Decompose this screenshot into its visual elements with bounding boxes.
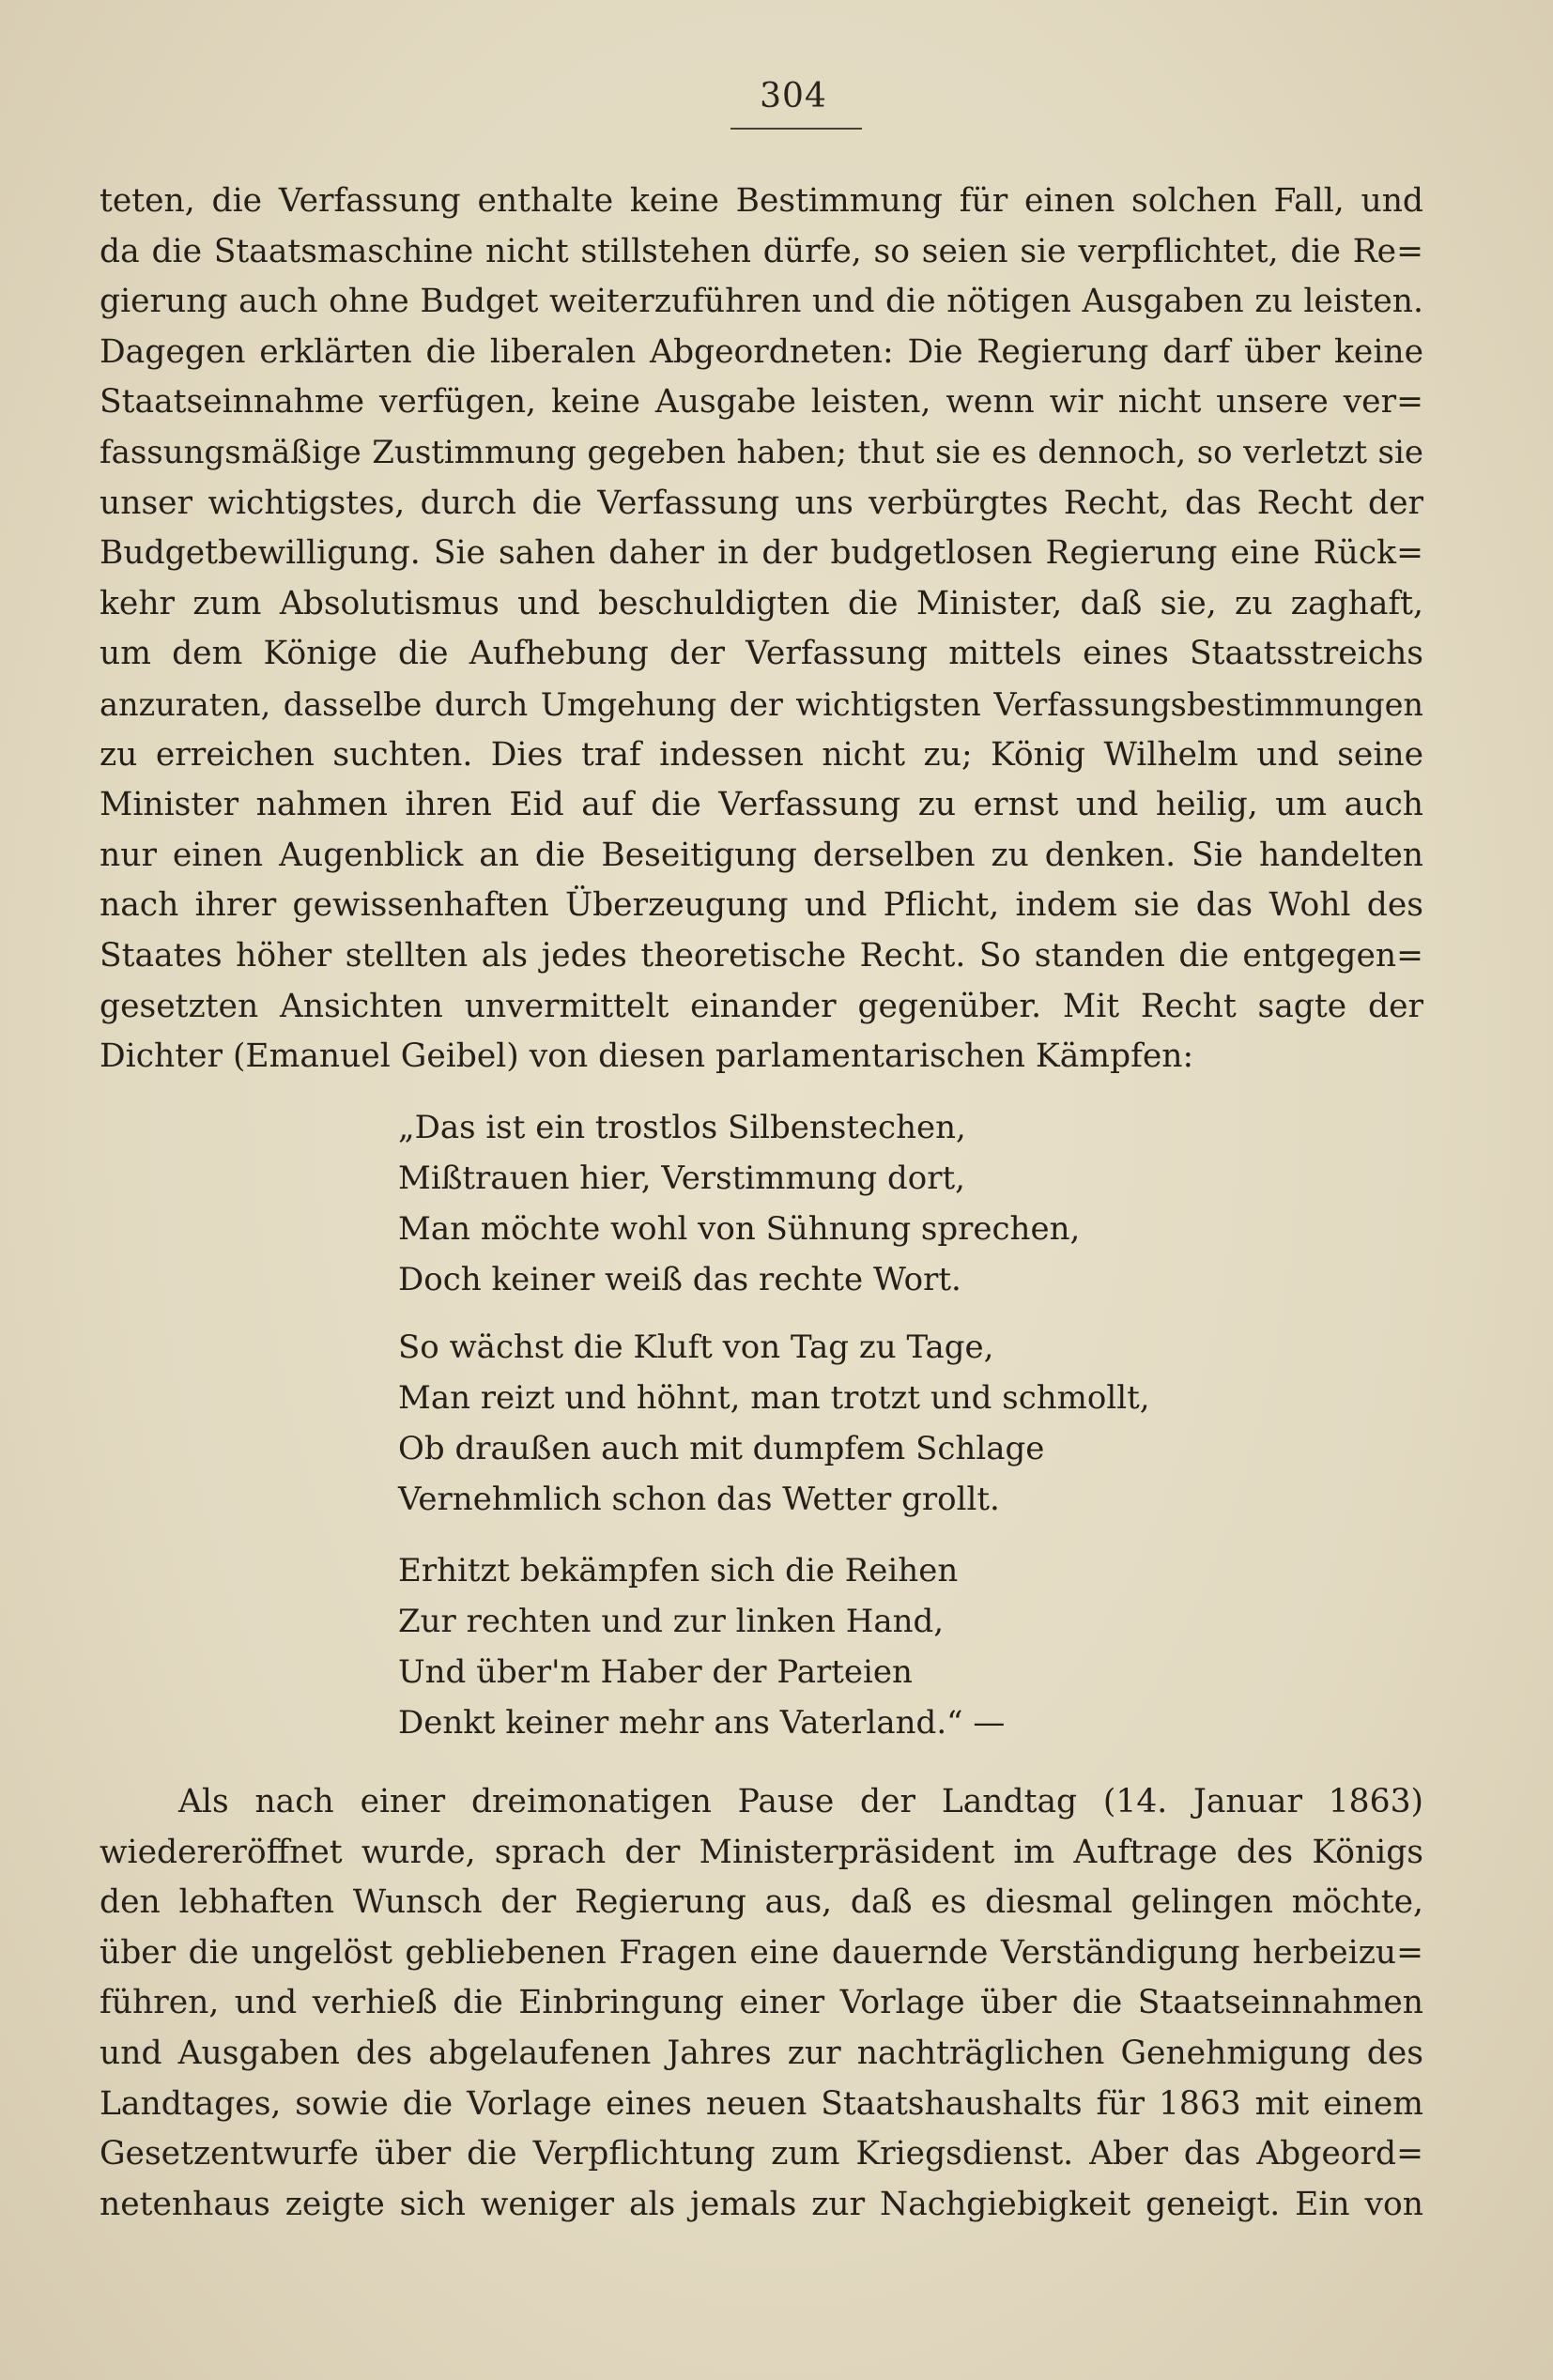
text-line: Gesetzentwurfe über die Verpflichtung zum Kriegsdienst. Aber das Abgeord= <box>100 2135 1423 2173</box>
text-line: über die ungelöst gebliebenen Fragen eine dauernde Verständigung herbeizu= <box>100 1933 1423 1972</box>
paragraph-1 <box>100 177 1423 1083</box>
text-line: anzuraten, dasselbe durch Umgehung der wichtigsten Verfassungsbestimmungen <box>100 685 1423 723</box>
text-line: Staatseinnahme verfügen, keine Ausgabe leisten, wenn wir nicht unsere ver= <box>100 383 1423 422</box>
poem-stanza-3 <box>398 1545 1431 1748</box>
verse-line: Mißtrauen hier, Verstimmung dort, <box>398 1159 965 1197</box>
verse-line: Erhitzt bekämpfen sich die Reihen <box>398 1552 959 1589</box>
text-line: unser wichtigstes, durch die Verfassung uns verbürgtes Recht, das Recht der <box>100 484 1423 522</box>
text-line: nur einen Augenblick an die Beseitigung derselben zu denken. Sie handelten <box>100 836 1423 874</box>
text-line: Dagegen erklärten die liberalen Abgeordneten: Die Regierung darf über keine <box>100 332 1423 371</box>
poem-stanza-1 <box>398 1102 1431 1305</box>
text-line: Als nach einer dreimonatigen Pause der Landtag (14. Januar 1863) <box>178 1783 1423 1820</box>
verse-line: Ob draußen auch mit dumpfem Schlage <box>398 1430 1045 1467</box>
text-line: um dem Könige die Aufhebung der Verfassung mittels eines Staatsstreichs <box>100 635 1423 673</box>
text-line: führen, und verhieß die Einbringung einer Vorlage über die Staatseinnahmen <box>100 1984 1423 2022</box>
verse-line: Denkt keiner mehr ans Vaterland.“ — <box>398 1704 1006 1742</box>
text-line: da die Staatsmaschine nicht stillstehen dürfe, so seien sie verpflichtet, die Re= <box>100 232 1423 270</box>
text-line: nach ihrer gewissenhaften Überzeugung und Pflicht, indem sie das Wohl des <box>100 886 1423 925</box>
verse-line: So wächst die Kluft von Tag zu Tage, <box>398 1328 994 1366</box>
text-line: kehr zum Absolutismus und beschuldigten die Minister, daß sie, zu zaghaft, <box>100 584 1423 622</box>
text-line: Minister nahmen ihren Eid auf die Verfassung zu ernst und heilig, um auch <box>100 786 1423 824</box>
verse-line: Und über'm Haber der Parteien <box>398 1653 913 1691</box>
text-line: teten, die Verfassung enthalte keine Bestimmung für einen solchen Fall, und <box>100 182 1423 220</box>
text-line: gierung auch ohne Budget weiterzuführen und die nötigen Ausgaben zu leisten. <box>100 283 1423 321</box>
verse-line: „Das ist ein trostlos Silbenstechen, <box>398 1109 966 1146</box>
text-line: wiedereröffnet wurde, sprach der Ministerpräsident im Auftrage des Königs <box>100 1833 1423 1871</box>
paragraph-2 <box>100 1777 1423 2230</box>
text-line: den lebhaften Wunsch der Regierung aus, daß es diesmal gelingen möchte, <box>100 1883 1423 1922</box>
text-line: gesetzten Ansichten unvermittelt einander gegenüber. Mit Recht sagte der <box>100 987 1423 1025</box>
page-number-rule <box>730 128 862 130</box>
verse-line: Doch keiner weiß das rechte Wort. <box>398 1261 961 1298</box>
verse-line: Zur rechten und zur linken Hand, <box>398 1603 945 1640</box>
text-line: Landtages, sowie die Vorlage eines neuen Staatshaushalts für 1863 mit einem <box>100 2084 1423 2123</box>
text-line: Staates höher stellten als jedes theoretische Recht. So standen die entgegen= <box>100 936 1423 975</box>
text-line: zu erreichen suchten. Dies traf indessen nicht zu; König Wilhelm und seine <box>100 735 1423 774</box>
page-number: 304 <box>760 77 827 115</box>
verse-line: Man reizt und höhnt, man trotzt und schmollt, <box>398 1379 1150 1417</box>
text-line: fassungsmäßige Zustimmung gegeben haben; thut sie es dennoch, so verletzt sie <box>100 433 1423 471</box>
text-line: Dichter (Emanuel Geibel) von diesen parlamentarischen Kämpfen: <box>100 1037 1194 1076</box>
text-line: und Ausgaben des abgelaufenen Jahres zur nachträglichen Genehmigung des <box>100 2034 1423 2072</box>
text-line: netenhaus zeigte sich weniger als jemals zur Nachgiebigkeit geneigt. Ein von <box>100 2185 1423 2223</box>
verse-line: Man möchte wohl von Sühnung sprechen, <box>398 1210 1081 1248</box>
poem-stanza-2 <box>398 1322 1431 1525</box>
verse-line: Vernehmlich schon das Wetter grollt. <box>398 1481 1000 1518</box>
text-line: Budgetbewilligung. Sie sahen daher in der budgetlosen Regierung eine Rück= <box>100 534 1423 573</box>
